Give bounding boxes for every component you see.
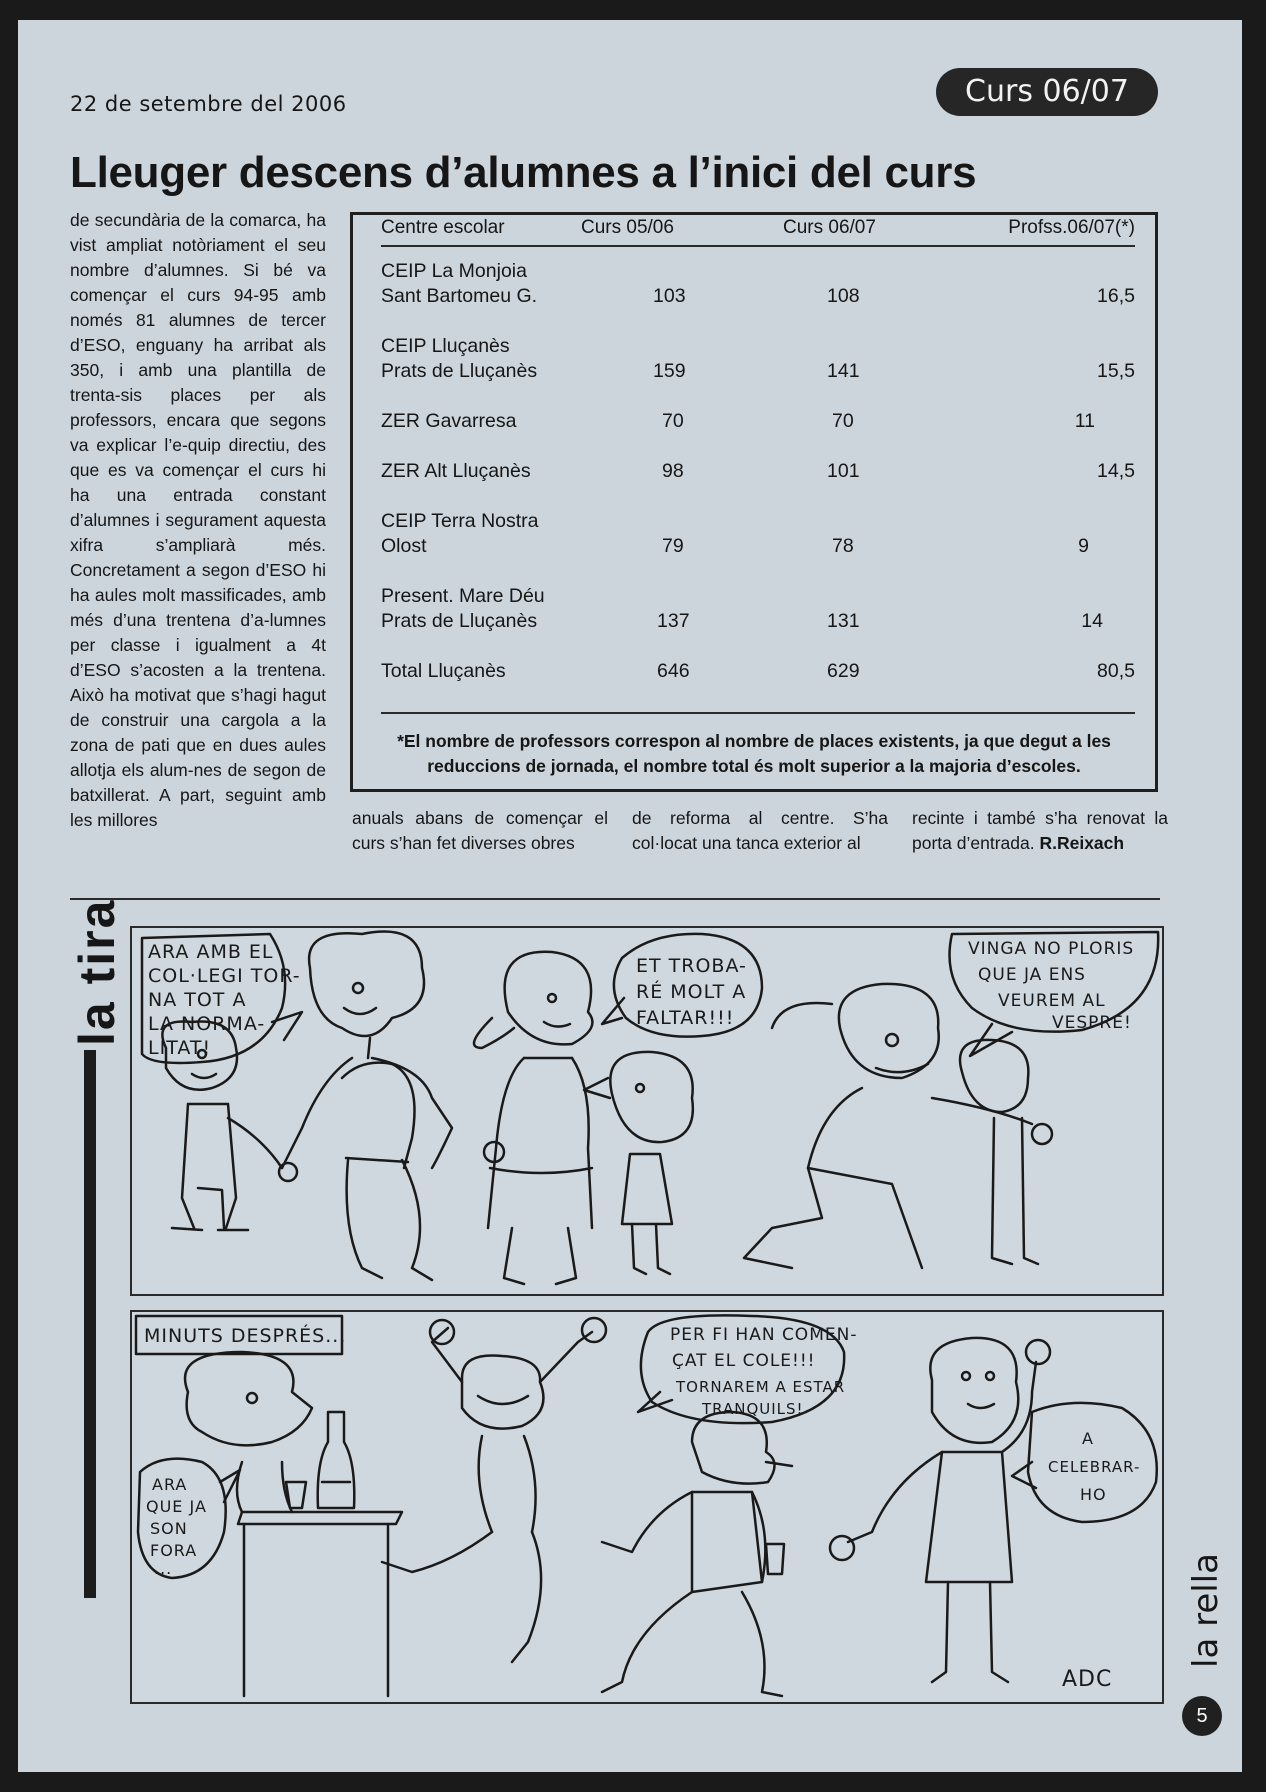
row-profs: 11 [1074,410,1095,432]
bubble-line: VESPRE! [1052,1013,1132,1033]
row-profs: 14,5 [1097,460,1135,482]
table-row [381,334,1135,384]
bubble-line: ET TROBA- [636,955,747,977]
table-row [381,584,1135,634]
bubble-line: CELEBRAR- [1048,1458,1141,1476]
issue-date: 22 de setembre del 2006 [70,92,347,116]
row-profs: 80,5 [1097,660,1135,682]
bubble-line: PER FI HAN COMEN- [670,1325,858,1345]
bubble-line: TORNAREM A ESTAR [676,1378,846,1396]
table-divider [381,712,1135,714]
author-signature: R.Reixach [1039,833,1125,853]
bubble-line: QUE JA [146,1497,207,1516]
row-curs-0506: 70 [662,410,684,432]
header-centre: Centre escolar [381,217,505,238]
header-curs-0607: Curs 06/07 [783,217,876,238]
table-row [381,409,1135,434]
bubble-line: HO [1080,1485,1107,1504]
row-curs-0607: 70 [832,410,854,432]
bubble-line: SON [150,1519,188,1538]
row-profs: 16,5 [1097,285,1135,307]
row-centre: ZER Alt Lluçanès [381,460,531,482]
panel-caption: MINUTS DESPRÉS... [144,1325,347,1347]
table-footnote: *El nombre de professors correspon al nombre de places existents, ja que degut a les reduccions de jornada, el nombre total és molt superior a la majoria d’escoles. [397,731,1111,776]
bubble-line: A [1082,1429,1094,1448]
row-curs-0607: 78 [832,535,854,557]
header-profs: Profss.06/07(*) [1008,217,1135,238]
comic-section-label: la tira [69,898,125,1046]
comic-drawing-1 [132,928,1162,1294]
bubble-line: FORA [150,1541,198,1560]
section-divider [70,898,1160,900]
row-curs-0506: 98 [662,460,684,482]
bubble-line: RÉ MOLT A [636,981,747,1003]
comic-panel-2 [130,1310,1164,1704]
row-curs-0607: 101 [827,460,860,482]
row-profs: 9 [1078,535,1089,557]
row-centre: CEIP La Monjoia Sant Bartomeu G. [381,260,538,307]
comic-panel-1 [130,926,1164,1296]
bubble-line: FALTAR!!! [636,1007,735,1029]
bubble-line: COL·LEGI TOR- [148,965,301,987]
row-curs-0607: 131 [827,610,860,632]
row-centre: CEIP Terra Nostra Olost [381,510,539,557]
magazine-name: la rella [1186,1553,1226,1668]
row-centre: Total Lluçanès [381,660,506,682]
bubble-line: LITAT! [148,1037,212,1059]
comic-section-bar [84,1050,96,1598]
bubble-line: NA TOT A [148,989,247,1011]
table-row [381,259,1135,309]
header-curs-0506: Curs 05/06 [581,217,674,238]
row-curs-0607: 629 [827,660,860,682]
bubble-line: VINGA NO PLORIS [968,939,1135,959]
comic-drawing-2 [132,1312,1162,1702]
bubble-line: VEUREM AL [998,991,1106,1011]
table-row [381,509,1135,559]
article-column-3: de reforma al centre. S’ha col·locat una tanca exterior al [632,808,888,853]
table-header [381,215,1135,247]
bubble-line: ÇAT EL COLE!!! [672,1351,816,1371]
table-row [381,459,1135,484]
enrollment-table [350,212,1158,792]
artist-signature: ADC [1062,1667,1113,1692]
article-column-2: anuals abans de començar el curs s’han fet diverses obres [352,808,608,853]
row-curs-0506: 137 [657,610,690,632]
row-centre: CEIP Lluçanès Prats de Lluçanès [381,335,538,382]
bubble-line: ... [154,1559,173,1578]
row-curs-0607: 141 [827,360,860,382]
row-profs: 14 [1081,610,1103,632]
row-curs-0506: 159 [653,360,686,382]
row-curs-0506: 646 [657,660,690,682]
row-centre: Present. Mare Déu Prats de Lluçanès [381,585,545,632]
table-row-total [381,659,1135,684]
bubble-line: LA NORMA- [148,1013,266,1035]
article-column-4: recinte i també s’ha renovat la porta d’entrada. R.Reixach [912,808,1168,853]
bubble-line: ARA [152,1475,188,1494]
curs-badge: Curs 06/07 [936,68,1158,116]
bubble-line: QUE JA ENS [978,965,1086,985]
row-centre: ZER Gavarresa [381,410,517,432]
page-number: 5 [1182,1696,1222,1736]
row-profs: 15,5 [1097,360,1135,382]
bubble-line: ARA AMB EL [148,941,274,963]
article-headline: Lleuger descens d’alumnes a l’inici del curs [70,148,977,197]
row-curs-0506: 79 [662,535,684,557]
row-curs-0506: 103 [653,285,686,307]
page [18,20,1242,1772]
row-curs-0607: 108 [827,285,860,307]
bubble-line: TRANQUILS! [702,1400,804,1418]
article-column-1: de secundària de la comarca, ha vist ampliat notòriament el seu nombre d’alumnes. Si bé va començar el curs 94-95 amb només 81 alumnes de tercer d’ESO, enguany ha arribat als 350, i amb una plantilla de trenta-sis places per als professors, encara que segons va explicar l’e-quip directiu, des que es va començar el curs hi ha una entrada constant d’alumnes i segurament aquesta xifra s’ampliarà més. Concretament a segon d’ESO hi ha aules molt massificades, amb més d’una trentena d’a-lumnes per classe i igualment a 4t d’ESO s’acosten a la trentena. Això ha motivat que s’hagi hagut de construir una cargola a la zona de pati que en dues aules allotja els alum-nes de segon de batxillerat. A part, seguint amb les millores [70,210,326,830]
